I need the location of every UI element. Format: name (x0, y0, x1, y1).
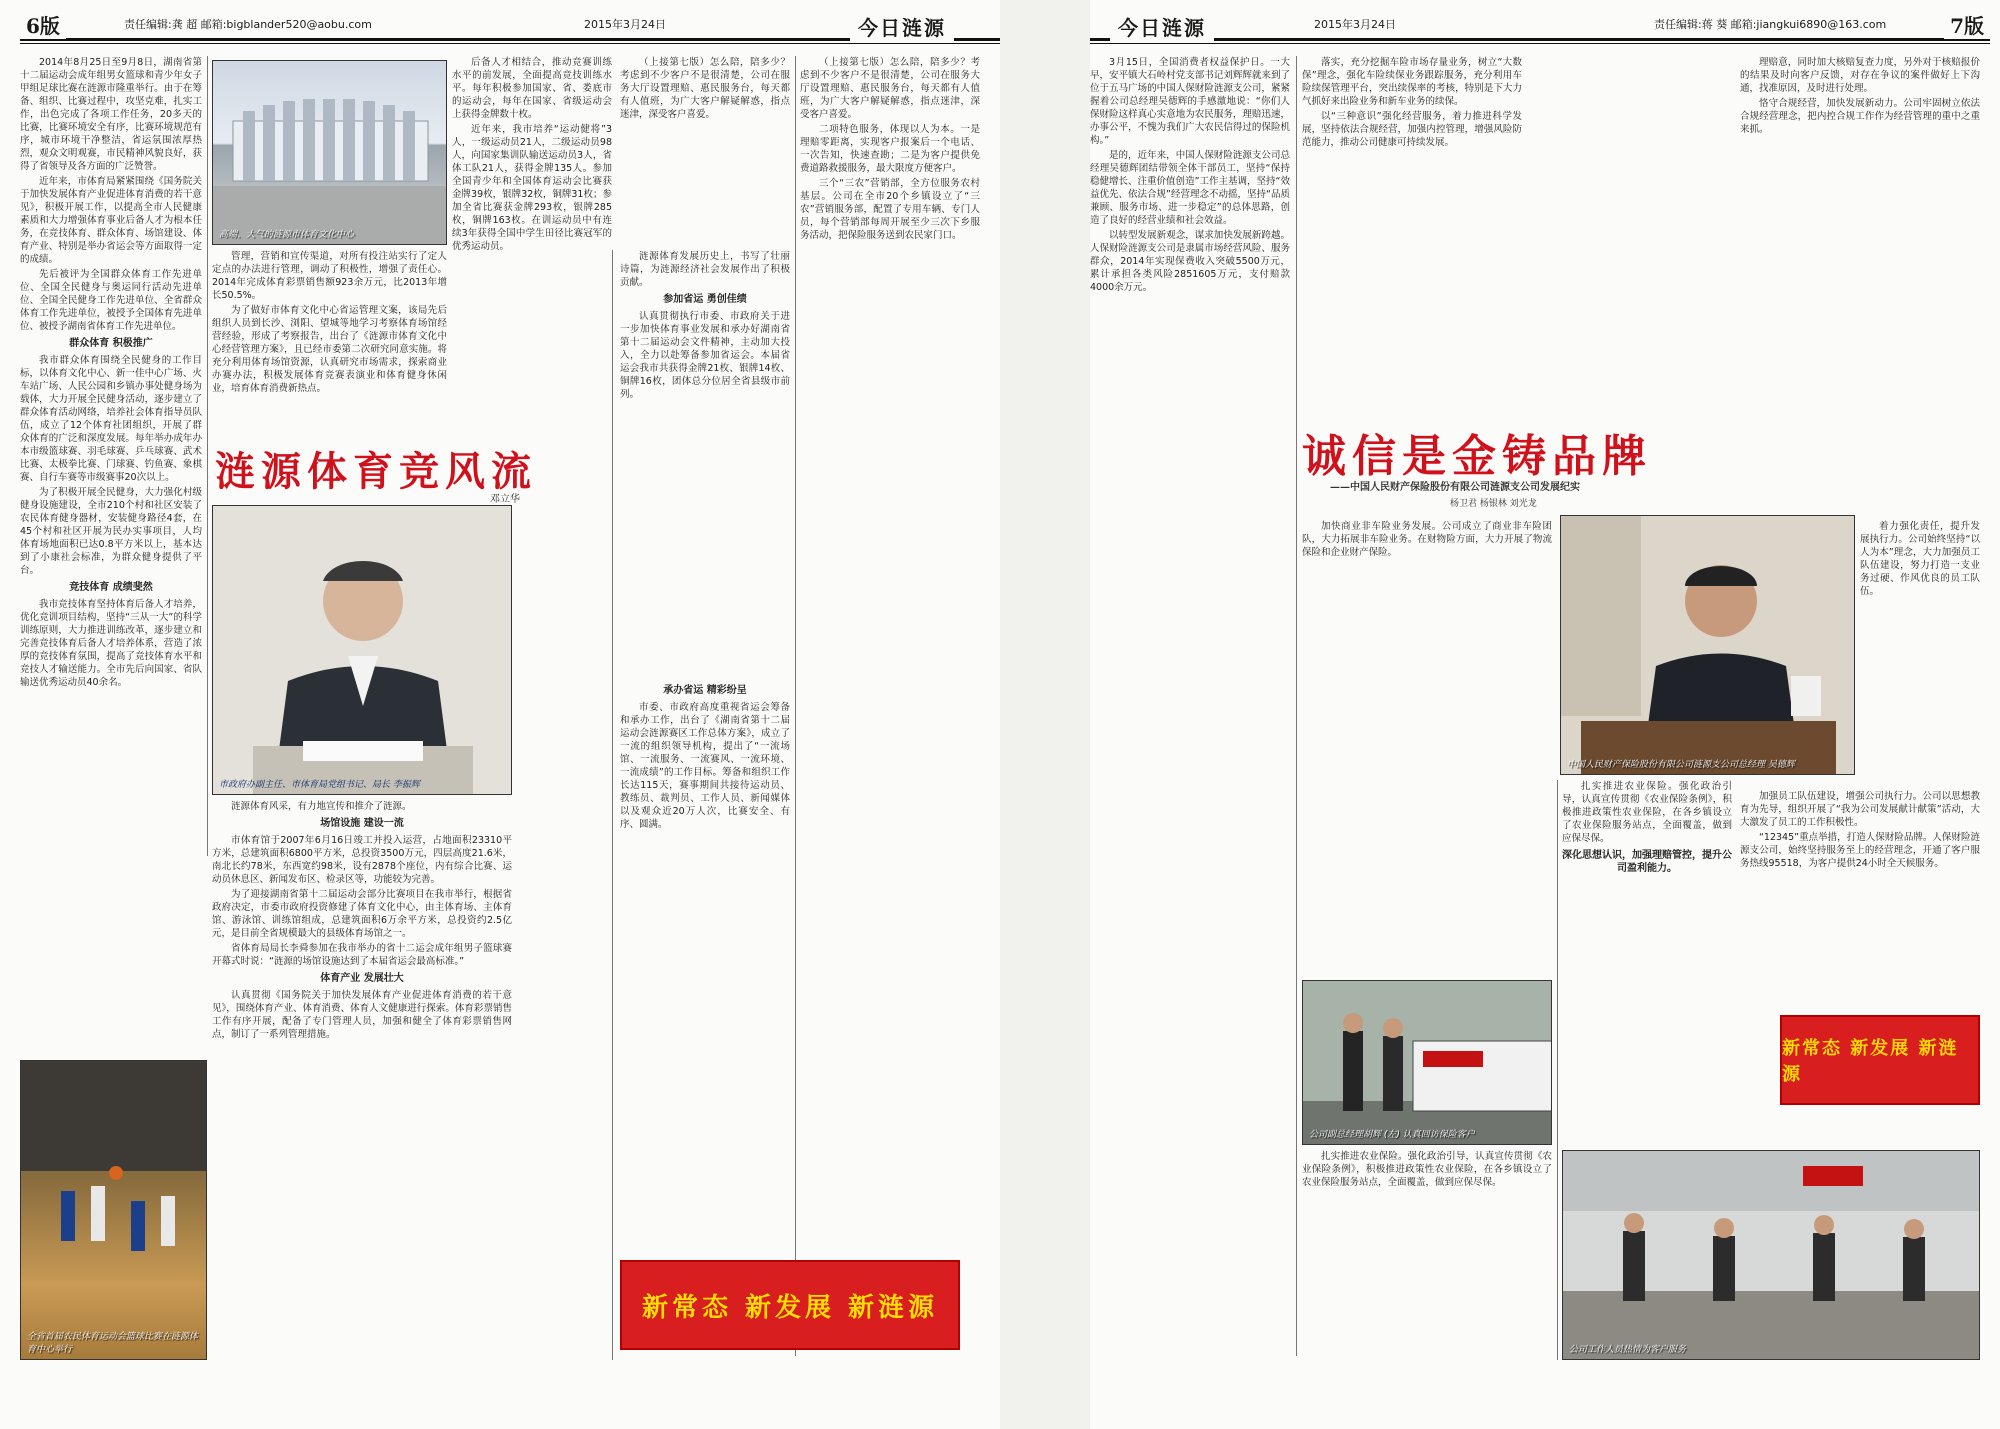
paragraph: 市委、市政府高度重视省运会筹备和承办工作，出台了《湖南省第十二届运动会涟源赛区工作总体方案》，成立了一流的组织领导机构，提出了“一流场馆、一流服务、一流赛风、一流环境、一流成绩”的工作目标。筹备和组织工作长达115天，赛事期间共接待运动员、教练员、裁判员、工作人员、新闻媒体以及观众近20万人次，比赛安全、有序、圆满。 (620, 702, 790, 830)
slogan-banner (1780, 1015, 1980, 1105)
page-7 (1090, 0, 1990, 1429)
section-subhead: 承办省运 精彩纷呈 (663, 685, 747, 696)
photo-caption: 公司工作人员热情为客户服务 (1569, 1345, 1687, 1355)
byline: 杨卫君 杨银林 刘光龙 (1450, 499, 1537, 509)
article-column-b (1302, 56, 1522, 416)
paragraph: 近年来，市体育局紧紧围绕《国务院关于加快发展体育产业促进体育消费的若干意见》，积极开展工作，以提高全市人民健康素质和大力增强体育事业后备人才为根本任务，在竞技体育、群众体育、场馆建设、体育产业、特别是举办省运会等方面取得一定的成绩。 (20, 176, 202, 265)
editor-line: 责任编辑:龚 超 邮箱:bigblander520@aobu.com (120, 16, 376, 32)
article-column-5 (800, 56, 980, 1206)
article-column-4b (620, 250, 790, 670)
article-column-b4 (1562, 780, 1732, 1140)
article-column-2a (212, 250, 447, 430)
paragraph: 为了迎接湖南省第十二届运动会部分比赛项目在我市举行，根据省政府决定，市委市政府投资修建了体育文化中心，由主体育场、主体育馆、游泳馆、训练馆组成，总建筑面积6万余平方米，总投资约2.5亿元，是目前全省规模最大的县级体育场馆之一。 (212, 889, 512, 939)
section-subhead: 场馆设施 建设一流 (320, 818, 404, 829)
article-column-2 (452, 56, 612, 426)
staff-photo (1302, 980, 1552, 1145)
section-subhead: 体育产业 发展壮大 (320, 973, 404, 984)
section-subhead: 群众体育 积极推广 (69, 338, 153, 349)
paragraph: （上接第七版）怎么陪，陪多少？考虑到不少客户不是很清楚，公司在服务大厅设置理赔、惠民服务台，每天都有人值班，为广大客户解疑解惑，指点迷津，深受客户喜爱。 (620, 57, 790, 120)
article-column-c2 (1860, 520, 1980, 780)
article-column-4 (620, 56, 790, 206)
column-divider (1557, 780, 1558, 1360)
paragraph: 后备人才相结合，推动竞赛训练水平的前发展，全面提高竞技训练水平。每年积极参加国家、省、娄底市的运动会，每年在国家、省级运动会上获得金牌数十枚。 (452, 57, 612, 120)
masthead: 今日涟源 (1110, 12, 1214, 41)
issue-date: 2015年3月24日 (1310, 16, 1400, 32)
article-column-a (1090, 56, 1290, 856)
basketball-illustration (21, 1061, 207, 1360)
stadium-illustration (213, 61, 447, 245)
paragraph: 为了积极开展全民健身，大力强化村级健身设施建设，全市210个村和社区安装了农民体育健身器材，安装健身路径4套，在45个村和社区开展为民办实事项目，人均体育场地面积已达0.8平方米以上，基本达到了小康社会标准，为群众健身提供了平台。 (20, 487, 202, 576)
staff-illustration (1303, 981, 1552, 1145)
office-photo (1562, 1150, 1980, 1360)
header-rule-thin (1090, 43, 1990, 44)
paragraph: 为了做好市体育文化中心省运管理文案，该局先后组织人员到长沙、浏阳、望城等地学习考察体育场馆经营经验，形成了考察报告，出台了《涟源市体育文化中心经营管理方案》，且已经市委第二次研究同意实施。将充分利用体育场馆资源，认真研究市场需求，探索商业办赛办法，积极发展体育竞赛表演业和体育健身休闲业，培育体育消费新热点。 (212, 305, 447, 394)
paragraph: 我市竞技体育坚持体育后备人才培养，优化竞训项目结构，坚持“三从一大”的科学训练原则，大力推进训练改革，逐步建立和完善竞技体育后备人才培养体系，营造了浓厚的竞技体育氛围，提高了竞技体育水平和竞技人才输送能力。全市先后向国家、省队输送优秀运动员40余名。 (20, 599, 202, 688)
photo-caption: 中国人民财产保险股份有限公司涟源支公司总经理 吴德辉 (1567, 760, 1795, 770)
paragraph: 扎实推进农业保险。强化政治引导，认真宣传贯彻《农业保险条例》，积极推进政策性农业保险，在各乡镇设立了农业保险服务站点，全面覆盖，做到应保尽保。 (1302, 1151, 1552, 1188)
paragraph: 二项特色服务，体现以人为本。一是理赔零距离，实现客户报案后一个电话、一次告知，快速查勘；二是为客户提供免费道路救援服务，最大限度方便客户。 (800, 124, 980, 174)
photo-caption: 市政府办副主任、市体育局党组书记、局长 李振辉 (219, 780, 420, 790)
page-number: 7版 (1944, 10, 1990, 39)
paragraph: 2014年8月25日至9月8日，湖南省第十二届运动会成年组男女篮球和青少年女子甲组足球比赛在涟源市隆重举行。由于在筹备、组织、比赛过程中，攻坚克难，扎实工作，出色完成了各项工作任务，20多天的比赛，比赛环境安全有序，比赛环境规范有序，城市环境干净整洁，省运氛围浓厚热烈，观众文明观赛，市民精神风貌良好，获得了省领导及各方面的广泛赞誉。 (20, 57, 202, 172)
page-number: 6版 (20, 10, 66, 39)
paragraph: 恪守合规经营，加快发展新动力。公司牢固树立依法合规经营理念，把内控合规工作作为经营管理的重中之重来抓。 (1740, 98, 1980, 135)
spread-gutter (1000, 0, 1090, 1429)
column-divider (1296, 56, 1297, 1356)
article-column-c (1740, 56, 1980, 496)
manager-photo (1560, 515, 1855, 775)
header-rule (1090, 38, 1990, 41)
issue-date: 2015年3月24日 (580, 16, 670, 32)
paragraph: 落实，充分挖掘车险市场存量业务，树立“大数保”理念，强化车险续保业务跟踪服务，充分利用车险续保管理平台，突出续保率的考核，特别是下大力气抓好来出险业务和新车业务的续保。 (1302, 57, 1522, 107)
paragraph: 加强员工队伍建设，增强公司执行力。公司以思想教育为先导，组织开展了“我为公司发展献计献策”活动，大大激发了员工的工作积极性。 (1740, 791, 1980, 828)
article-column-b2 (1302, 520, 1552, 960)
paragraph: 3月15日，全国消费者权益保护日。一大早，安平镇大石岭村党支部书记刘辉辉就来到了位于五马广场的中国人保财险涟源支公司，紧紧握着公司总经理吴德辉的手感激地说：“你们人保财险这样真心实意地为农民服务，理赔迅速，办事公平，不愧为我们广大农民信得过的保险机构。” (1090, 57, 1290, 146)
paragraph: 认真贯彻《国务院关于加快发展体育产业促进体育消费的若干意见》，围绕体育产业、体育消费、体育人文健康进行探索。体育彩票销售工作有序开展，配备了专门管理人员，加强和健全了体育彩票销售网点，制订了一系列管理措施。 (212, 990, 512, 1040)
column-divider (795, 56, 796, 1356)
paragraph: 认真贯彻执行市委、市政府关于进一步加快体育事业发展和承办好湖南省第十二届运动会文件精神，主动加大投入，全力以赴筹备参加省运会。本届省运会我市共获得金牌21枚、银牌14枚、铜牌16枚，团体总分位居全省县级市前列。 (620, 311, 790, 400)
paragraph: 涟源体育发展历史上，书写了壮丽诗篇，为涟源经济社会发展作出了积极贡献。 (620, 251, 790, 288)
office-illustration (1563, 1151, 1980, 1360)
photo-caption: 高端、大气的涟源市体育文化中心 (219, 230, 355, 240)
headline: 诚信是金铸品牌 (1302, 431, 1652, 482)
paragraph: 扎实推进农业保险。强化政治引导，认真宣传贯彻《农业保险条例》，积极推进政策性农业保险，在各乡镇设立了农业保险服务站点，全面覆盖，做到应保尽保。 (1562, 781, 1732, 844)
section-subhead: 竞技体育 成绩斐然 (69, 582, 153, 593)
paragraph: 先后被评为全国群众体育工作先进单位、全国全民健身与奥运同行活动先进单位、全国全民健身工作先进单位、全省群众体育工作先进单位，被授予全国体育先进单位、被授予湖南省体育工作先进单位。 (20, 269, 202, 332)
page-header (20, 10, 1000, 50)
paragraph: 以转型发展新观念，谋求加快发展新跨越。人保财险涟源支公司是隶属市场经营风险、服务群众，2014年实现保费收入突破5500万元，累计承担各类风险2851605万元，支付赔款4000余万元。 (1090, 230, 1290, 293)
slogan-banner (620, 1260, 960, 1350)
article-column-4c (620, 680, 790, 1220)
paragraph: （上接第七版）怎么陪，陪多少？考虑到不少客户不是很清楚，公司在服务大厅设置理赔、惠民服务台，每天都有人值班，为广大客户解疑解惑，指点迷津，深受客户喜爱。 (800, 57, 980, 120)
sub-headline: ——中国人民财产保险股份有限公司涟源支公司发展纪实 (1330, 482, 1580, 493)
slogan-text: 新常态 新发展 新涟源 (641, 1292, 939, 1323)
article-column-b3 (1302, 1150, 1552, 1360)
basketball-photo (20, 1060, 207, 1360)
byline: 邓立华 (490, 494, 520, 505)
paragraph: “12345”重点举措，打造人保财险品牌。人保财险涟源支公司，始终坚持服务至上的经营理念，开通了客户服务热线95518，为客户提供24小时全天候服务。 (1740, 832, 1980, 869)
page-6 (20, 0, 1000, 1429)
slogan-text: 新常态 新发展 新涟源 (1782, 1038, 1959, 1085)
photo-caption: 全省首届农民体育运动会篮球比赛在涟源体育中心举行 (27, 1332, 199, 1355)
paragraph: 三个“三农”营销部，全方位服务农村基层。公司在全市20个乡镇设立了“三农”营销服务部，配置了专用车辆、专门人员，每个营销部每周开展至少三次下乡服务活动，把保险服务送到农民家门口。 (800, 178, 980, 241)
headline: 涟源体育竞风流 (215, 448, 537, 495)
section-subhead: 参加省运 勇创佳绩 (663, 294, 747, 305)
section-subhead: 深化思想认识，加强理赔管控，提升公司盈利能力。 (1562, 850, 1732, 874)
article-column-c3 (1740, 790, 1980, 1010)
official-illustration (213, 506, 512, 795)
paragraph: 着力强化责任，提升发展执行力。公司始终坚持“以人为本”理念，大力加强员工队伍建设，努力打造一支业务过硬、作风优良的员工队伍。 (1860, 521, 1980, 597)
paragraph: 涟源体育风采，有力地宣传和推介了涟源。 (231, 801, 412, 812)
stadium-photo (212, 60, 447, 245)
column-divider (207, 56, 208, 856)
article-column-3 (212, 800, 512, 1360)
paragraph: 加快商业非车险业务发展。公司成立了商业非车险团队，大力拓展非车险业务。在财物险方面，大力开展了物流保险和企业财产保险。 (1302, 521, 1552, 558)
paragraph: 是的，近年来，中国人保财险涟源支公司总经理吴德辉团结带领全体干部员工，坚持“保持稳健增长、注重价值创造”工作主基调，坚持“效益优先、依法合规”经营理念不动摇，坚持“品质兼顾、服务市场、进一步稳定”的总体思路，创造了良好的经营业绩和社会效益。 (1090, 150, 1290, 226)
paragraph: 理赔意，同时加大核赔复查力度，另外对于核赔报价的结果及时向客户反馈，对存在争议的案件做好上下沟通，找准原因，及时进行处理。 (1740, 57, 1980, 94)
paragraph: 市体育馆于2007年6月16日竣工并投入运营，占地面积23310平方米，总建筑面积6800平方米，总投资3500万元，四层高度21.6米，南北长约78米，东西宽约98米，设有2878个座位，内有综合比赛、运动员休息区、新闻发布区、检录区等，功能较为完善。 (212, 835, 512, 885)
manager-illustration (1561, 516, 1855, 775)
paragraph: 我市群众体育围绕全民健身的工作目标，以体育文化中心、新一佳中心广场、火车站广场、人民公园和乡镇办事处健身场为载体，大力开展全民健身活动，逐步建立了群众体育活动网络，培养社会体育指导员队伍，成立了12个体育社团组织，开展了群众体育的广泛和深度发展。每年举办成年办本市级篮球赛、羽毛球赛、乒乓球赛、武术比赛、太极拳比赛、门球赛、钓鱼赛、象棋赛、自行车赛等市级赛事20次以上。 (20, 355, 202, 483)
editor-line: 责任编辑:蒋 葵 邮箱:jiangkui6890@163.com (1650, 16, 1890, 32)
page-header (1090, 10, 1990, 50)
paragraph: 管理，营销和宣传渠道，对所有投注站实行了定人定点的办法进行管理，调动了积极性，增强了责任心。2014年完成体育彩票销售额923余万元，比2013年增长50.5%。 (212, 251, 447, 301)
photo-caption: 公司副总经理胡辉 (左) 认真回访保险客户 (1309, 1130, 1475, 1140)
paragraph: 以“三种意识”强化经营服务，着力推进科学发展，坚持依法合规经营，加强内控管理，增强风险防范能力，推动公司健康可持续发展。 (1302, 111, 1522, 148)
article-column-1 (20, 56, 202, 856)
masthead: 今日涟源 (850, 12, 954, 41)
column-divider (612, 250, 613, 1360)
paragraph: 近年来，我市培养“运动健将”3人，一级运动员21人，二级运动员98人，向国家集训队输送运动员3人，省体工队21人，获得金牌135人。参加全国青少年和全国体育运动会比赛获金牌39枚，银牌32枚，铜牌31枚；参加全省比赛获金牌293枚，银牌285枚，铜牌163枚。在训运动员中有连续3年获得全国中学生田径比赛冠军的优秀运动员。 (452, 124, 612, 252)
official-photo (212, 505, 512, 795)
paragraph: 省体育局局长李舜参加在我市举办的省十二运会成年组男子篮球赛开幕式时说：“涟源的场馆设施达到了本届省运会最高标准。” (212, 943, 512, 967)
header-rule-thin (20, 43, 1000, 44)
